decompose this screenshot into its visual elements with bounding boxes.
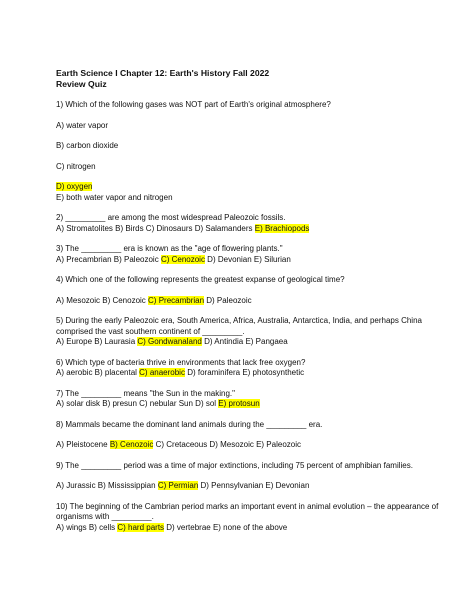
question-10-answer-highlight: C) hard parts [117,522,165,532]
question-3-options-before: A) Precambrian B) Paleozoic [56,254,161,264]
question-3-options-after: D) Devonian E) Silurian [204,254,291,264]
question-2-options-text: A) Stromatolites B) Birds C) Dinosaurs D) Salamanders [56,223,255,233]
question-6-options-before: A) aerobic B) placental [56,368,140,377]
question-1-option-b: B) carbon dioxide [56,141,119,150]
question-2-prompt: 2) _________ are among the most widespread Paleozoic fossils. [56,213,286,222]
question-9-prompt: 9) The _________ period was a time of major extinctions, including 75 percent of amphibian families. [56,460,413,470]
question-5-options [56,337,440,348]
question-4-prompt: 4) Which one of the following represents the greatest expanse of geological time? [56,275,345,284]
question-4-options-before: A) Mesozoic B) Cenozoic [56,295,149,305]
question-10-options-before: A) wings B) cells [56,522,118,532]
document-title: Earth Science I Chapter 12: Earth's History Fall 2022 [56,68,270,78]
question-8-options-after: C) Cretaceous D) Mesozoic E) Paleozoic [153,440,301,449]
question-1-prompt: 1) Which of the following gases was NOT part of Earth's original atmosphere? [56,100,331,109]
question-5-options-after: D) Antindia E) Pangaea [201,337,288,346]
question-8-answer-highlight: B) Cenozoic [109,440,154,449]
question-8-prompt: 8) Mammals became the dominant land animals during the _________ era. [56,419,323,429]
question-6-options-after: D) foraminifera E) photosynthetic [184,368,305,377]
document-subtitle: Review Quiz [56,79,107,89]
question-7-prompt: 7) The _________ means "the Sun in the making." [56,388,235,398]
question-7-options-text: A) solar disk B) presun C) nebular Sun D) sol [56,399,219,408]
question-2-options [56,224,440,235]
question-10-prompt: 10) The beginning of the Cambrian period marks an important event in animal evolution – the appearance of organisms with _________. [56,501,439,521]
question-5-prompt: 5) During the early Paleozoic era, South America, Africa, Australia, Antarctica, India, and perhaps China comprised the vast southern continent of _________. [56,316,422,336]
question-3-answer-highlight: C) Cenozoic [160,254,205,264]
question-7-options [56,399,440,410]
question-9-options-after: D) Pennsylvanian E) Devonian [198,481,310,490]
question-1-option-c: C) nitrogen [56,161,96,171]
question-1-answer-highlight: D) oxygen [56,182,93,191]
question-9-options-before: A) Jurassic B) Mississippian [56,481,158,490]
question-5-options-before: A) Europe B) Laurasia [56,337,138,346]
question-4-answer-highlight: C) Precambrian [148,295,205,305]
question-6-prompt: 6) Which type of bacteria thrive in environments that lack free oxygen? [56,357,306,367]
question-3-options [56,255,440,266]
question-2-answer-highlight: E) Brachiopods [254,223,310,233]
question-3-prompt: 3) The _________ era is known as the "age of flowering plants." [56,244,283,253]
question-5-answer-highlight: C) Gondwanaland [137,337,202,346]
question-1-option-a: A) water vapor [56,120,109,130]
question-4-options-after: D) Paleozoic [204,295,252,305]
question-9-options [56,481,440,492]
question-4-options [56,296,440,307]
question-7-answer-highlight: E) protosun [218,399,260,408]
question-1-option-e: E) both water vapor and nitrogen [56,192,173,202]
question-9-answer-highlight: C) Permian [157,481,199,490]
question-6-answer-highlight: C) anaerobic [139,368,185,377]
question-10-options [56,523,440,534]
question-8-options-before: A) Pleistocene [56,440,110,449]
question-1-option-d [56,182,440,193]
question-10-options-after: D) vertebrae E) none of the above [164,522,288,532]
quiz-content [56,68,440,533]
question-8-options [56,440,440,451]
question-6-options [56,368,440,379]
